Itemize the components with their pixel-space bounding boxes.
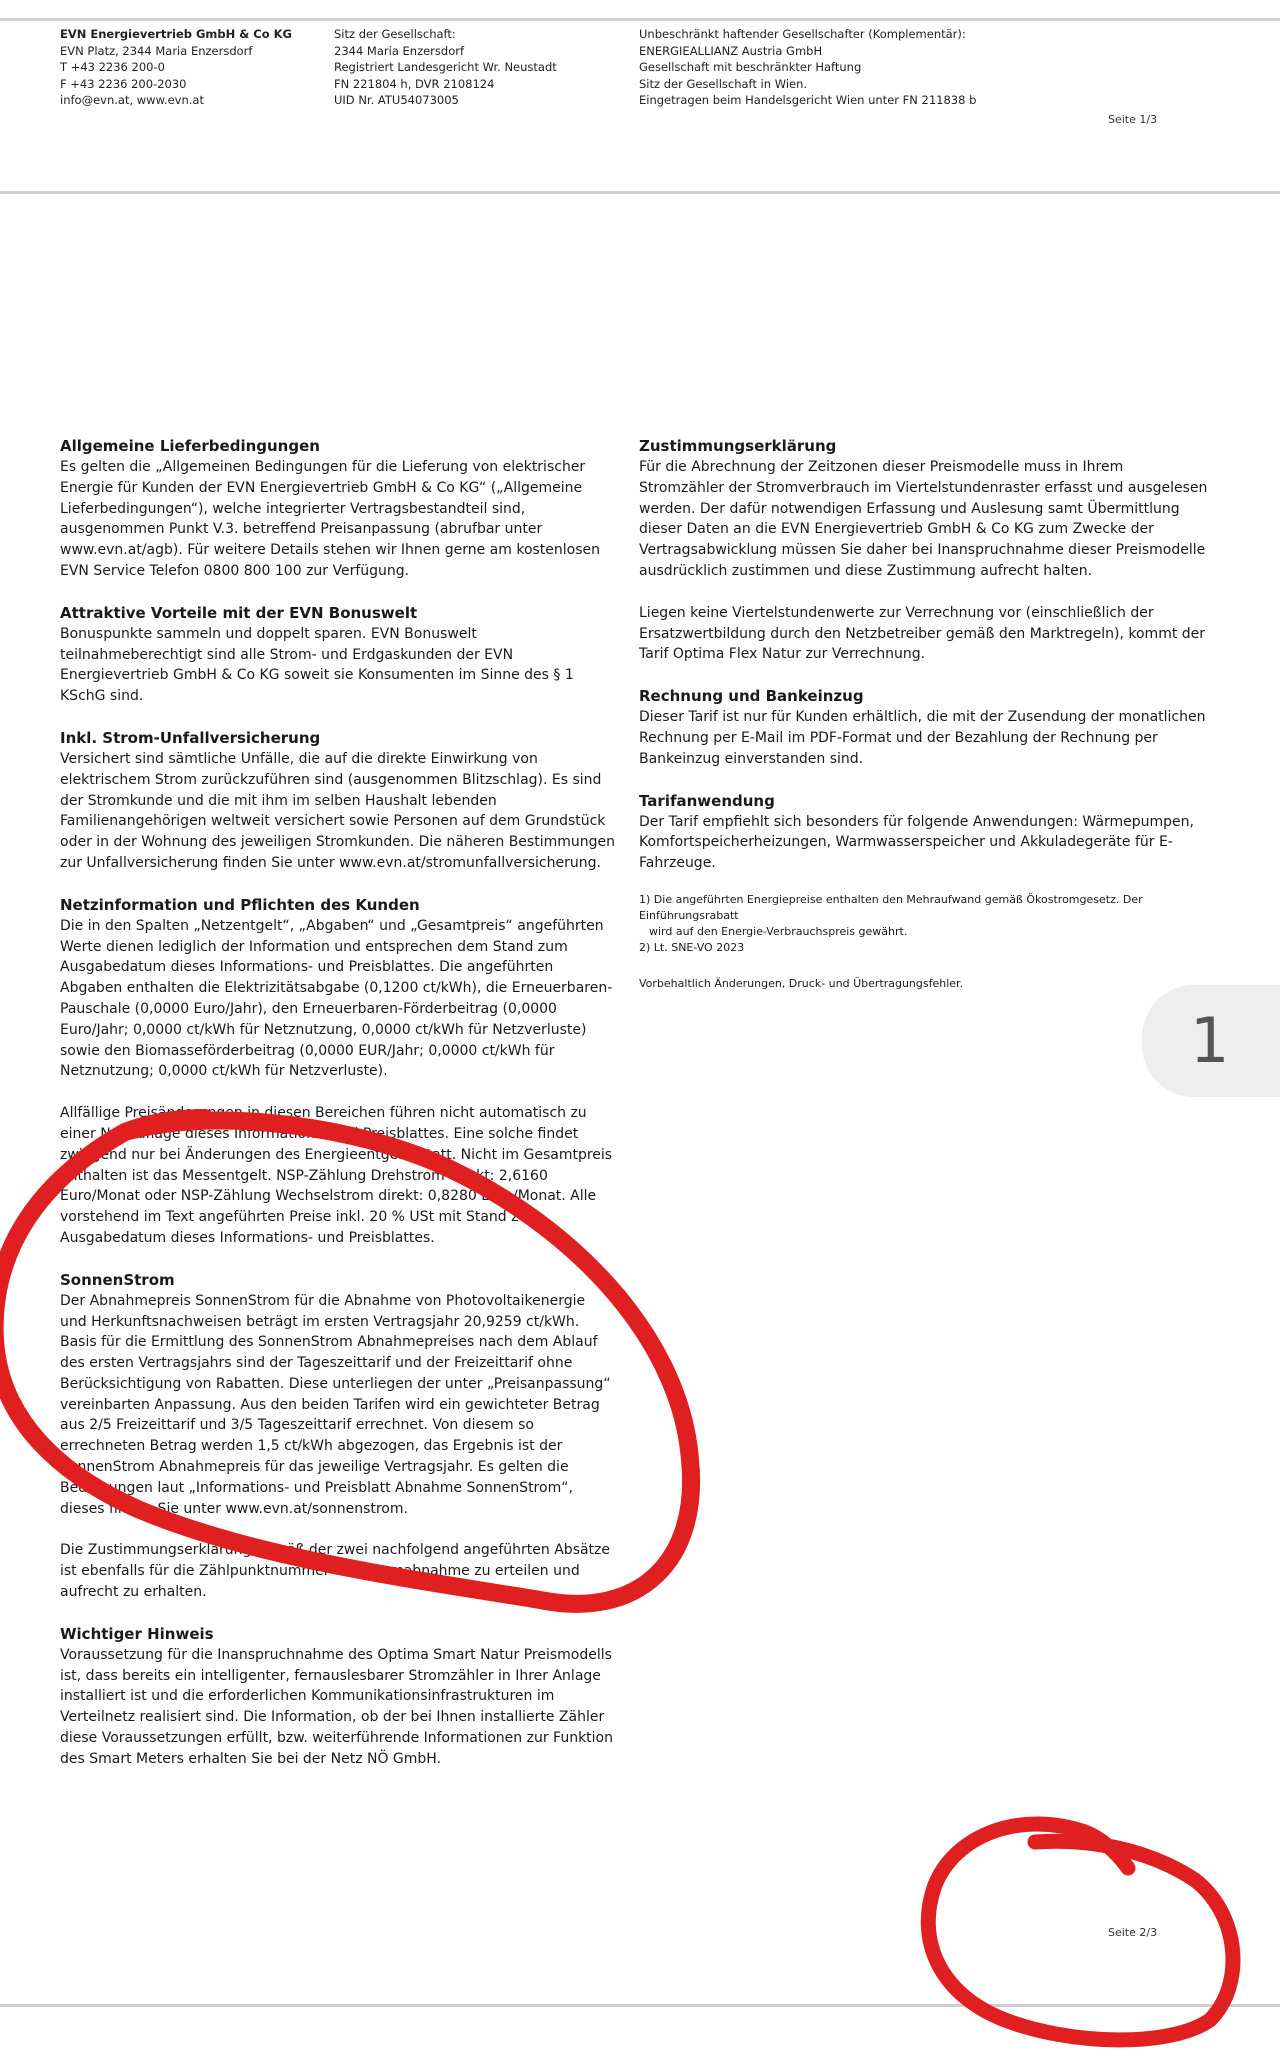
page-number-2: Seite 2/3 [1108, 1926, 1158, 1939]
partner-type: Gesellschaft mit beschränkter Haftung [639, 60, 862, 74]
company-seat-info [334, 26, 557, 109]
company-name: EVN Energievertrieb GmbH & Co KG [60, 27, 292, 41]
seat-label: Sitz der Gesellschaft: [334, 27, 456, 41]
page-indicator-number: 1 [1190, 1004, 1230, 1077]
page-indicator-tab[interactable] [1142, 985, 1280, 1097]
section-zustimmungserklaerung [639, 436, 1209, 665]
company-info [60, 26, 292, 109]
section-netzinformation [60, 895, 615, 1249]
partner-seat: Sitz der Gesellschaft in Wien. [639, 76, 808, 91]
section-tarifanwendung [639, 791, 1209, 874]
section-rechnung-bankeinzug [639, 686, 1209, 769]
partner-register: Eingetragen beim Handelsgericht Wien unter FN 211838 b [639, 93, 977, 107]
disclaimer: Vorbehaltlich Änderungen, Druck- und Übertragungsfehler. [639, 976, 964, 990]
section-text: Versichert sind sämtliche Unfälle, die auf die direkte Einwirkung von elektrischem Strom zurückzuführen sind (ausgenommen Blitzschlag). Es sind der Stromkunde und die mit ihm im selben Haushalt lebenden Familienangehörigen weltweit versichert sowie Personen auf dem Grundstück oder in der Wohnung des jeweiligen Stromkunden. Die näheren Bestimmungen zur Unfallversicherung finden Sie unter www.evn.at/stromunfallversicherung. [60, 750, 615, 871]
section-title: Netzinformation und Pflichten des Kunden [60, 895, 420, 914]
seat-city: 2344 Maria Enzersdorf [334, 43, 465, 58]
company-address: EVN Platz, 2344 Maria Enzersdorf [60, 43, 253, 58]
company-web: info@evn.at, www.evn.at [60, 93, 204, 107]
company-phone: T +43 2236 200-0 [60, 60, 165, 74]
section-title: Zustimmungserklärung [639, 437, 837, 455]
section-text: Die in den Spalten „Netzentgelt“, „Abgaben“ und „Gesamtpreis“ angeführten Werte dienen lediglich der Information und entsprechen dem Stand zum Ausgabedatum dieses Informations- und Preisblattes. Die angeführten Abgaben enthalten die Elektrizitätsabgabe (0,1200 ct/kWh), die Erneuerbaren-Pauschale (0,0000 Euro/Jahr), den Erneuerbaren-Förderbeitrag (0,0000 Euro/Jahr; 0,0000 ct/kWh für Netznutzung, 0,0000 ct/kWh für Netzverluste) sowie den Biomasseförderbeitrag (0,0000 EUR/Jahr; 0,0000 ct/kWh für Netznutzung; 0,0000 ct/kWh für Netzverluste). [60, 917, 613, 1080]
right-column [639, 436, 1209, 992]
page-number-1: Seite 1/3 [1108, 113, 1158, 126]
seat-uid: UID Nr. ATU54073005 [334, 93, 459, 107]
section-lieferbedingungen [60, 436, 615, 582]
seat-fn: FN 221804 h, DVR 2108124 [334, 76, 495, 91]
section-sonnenstrom [60, 1270, 615, 1603]
footnote-1: 1) Die angeführten Energiepreise enthalten den Mehraufwand gemäß Ökostromgesetz. Der Einführungsrabatt [639, 892, 1143, 922]
section-text: Dieser Tarif ist nur für Kunden erhältlich, die mit der Zusendung der monatlichen Rechnung per E-Mail im PDF-Format und der Bezahlung der Rechnung per Bankeinzug einverstanden sind. [639, 709, 1206, 767]
section-title: Wichtiger Hinweis [60, 1624, 214, 1643]
section-title: Rechnung und Bankeinzug [639, 687, 864, 706]
section-text: Voraussetzung für die Inanspruchnahme des Optima Smart Natur Preismodells ist, dass bereits ein intelligenter, fernauslesbarer Stromzähler in Ihrer Anlage installiert ist und die erforderlichen Kommunikationsinfrastrukturen im Verteilnetz realisiert sind. Die Information, ob der bei Ihnen installierte Zähler diese Voraussetzungen erfüllt, bzw. weiterführende Informationen zur Funktion des Smart Meters erhalten Sie bei der Netz NÖ GmbH. [60, 1646, 613, 1767]
seat-court: Registriert Landesgericht Wr. Neustadt [334, 60, 557, 74]
section-text: Für die Abrechnung der Zeitzonen dieser Preismodelle muss in Ihrem Stromzähler der Stromverbrauch im Viertelstundenraster erfasst und ausgelesen werden. Der dafür notwendigen Erfassung und Auslesung samt Übermittlung dieser Daten an die EVN Energievertrieb GmbH & Co KG zum Zwecke der Vertragsabwicklung müssen Sie daher bei Inanspruchnahme dieser Preismodelle ausdrücklich zustimmen und diese Zustimmung aufrecht halten. [639, 459, 1208, 579]
partner-info [639, 26, 976, 109]
annotation-circle-small [928, 1824, 1233, 2040]
footnote-2: 2) Lt. SNE-VO 2023 [639, 940, 745, 954]
section-text: Die Zustimmungserklärung gemäß der zwei nachfolgend angeführten Absätze ist ebenfalls für die Zählpunktnummer der Stromabnahme zu erteilen und aufrecht zu erhalten. [60, 1542, 611, 1601]
left-column [60, 436, 615, 1791]
section-wichtiger-hinweis [60, 1624, 615, 1770]
partner-name: ENERGIEALLIANZ Austria GmbH [639, 43, 823, 58]
section-text: Liegen keine Viertelstundenwerte zur Verrechnung vor (einschließlich der Ersatzwertbildung durch den Netzbetreiber gemäß den Marktregeln), kommt der Tarif Optima Flex Natur zur Verrechnung. [639, 604, 1206, 663]
section-title: Tarifanwendung [639, 791, 775, 810]
page-bottom-divider [0, 2004, 1280, 2007]
section-title: Allgemeine Lieferbedingungen [60, 437, 320, 455]
section-text: Allfällige Preisänderungen in diesen Bereichen führen nicht automatisch zu einer Neuauflage dieses Informations- und Preisblattes. Eine solche findet zwingend nur bei Änderungen des Energieentgelts statt. Nicht im Gesamtpreis enthalten ist das Messentgelt. NSP-Zählung Drehstrom direkt: 2,6160 Euro/Monat oder NSP-Zählung Wechselstrom direkt: 0,8280 Euro/Monat. Alle vorstehend im Text angeführten Preise inkl. 20 % USt mit Stand zum Ausgabedatum dieses Informations- und Preisblattes. [60, 1105, 613, 1246]
company-fax: F +43 2236 200-2030 [60, 76, 187, 91]
section-title: SonnenStrom [60, 1270, 175, 1289]
page-break-divider [0, 191, 1280, 194]
section-title: Inkl. Strom-Unfallversicherung [60, 728, 321, 747]
section-title: Attraktive Vorteile mit der EVN Bonuswelt [60, 603, 418, 622]
section-unfallversicherung [60, 728, 615, 874]
section-text: Der Abnahmepreis SonnenStrom für die Abnahme von Photovoltaikenergie und Herkunftsnachweisen beträgt im ersten Vertragsjahr 20,9259 ct/kWh. Basis für die Ermittlung des SonnenStrom Abnahmepreises nach dem Ablauf des ersten Vertragsjahrs sind der Tageszeittarif und der Freizeittarif ohne Berücksichtigung von Rabatten. Diese unterliegen der unter „Preisanpassung“ vereinbarten Anpassung. Aus den beiden Tarifen wird ein gewichteter Betrag aus 2/5 Freizeittarif und 3/5 Tageszeittarif errechnet. Von diesem so errechneten Betrag werden 1,5 ct/kWh abgezogen, das Ergebnis ist der SonnenStrom Abnahmepreis für das jeweilige Vertragsjahr. Es gelten die Bedingungen laut „Informations- und Preisblatt Abnahme SonnenStrom“, dieses finden Sie unter www.evn.at/sonnenstrom. [60, 1292, 611, 1517]
footnote-1-cont: wird auf den Energie-Verbrauchspreis gewährt. [649, 924, 908, 938]
section-text: Der Tarif empfiehlt sich besonders für folgende Anwendungen: Wärmepumpen, Komfortspeicherheizungen, Warmwasserspeicher und Akkuladegeräte für E-Fahrzeuge. [639, 813, 1194, 872]
section-text: Es gelten die „Allgemeinen Bedingungen für die Lieferung von elektrischer Energie für Kunden der EVN Energievertrieb GmbH & Co KG“ („Allgemeine Lieferbedingungen“), welche integrierter Vertragsbestandteil sind, ausgenommen Punkt V.3. betreffend Preisanpassung (abrufbar unter www.evn.at/agb). Für weitere Details stehen wir Ihnen gerne am kostenlosen EVN Service Telefon 0800 800 100 zur Verfügung. [60, 459, 601, 579]
partner-label: Unbeschränkt haftender Gesellschafter (Komplementär): [639, 27, 966, 41]
page-top-divider [0, 18, 1280, 21]
section-bonuswelt [60, 603, 615, 707]
footnotes [639, 892, 1209, 992]
section-text: Bonuspunkte sammeln und doppelt sparen. EVN Bonuswelt teilnahmeberechtigt sind alle Strom- und Erdgaskunden der EVN Energievertrieb GmbH & Co KG soweit sie Konsumenten im Sinne des § 1 KSchG sind. [60, 625, 574, 705]
